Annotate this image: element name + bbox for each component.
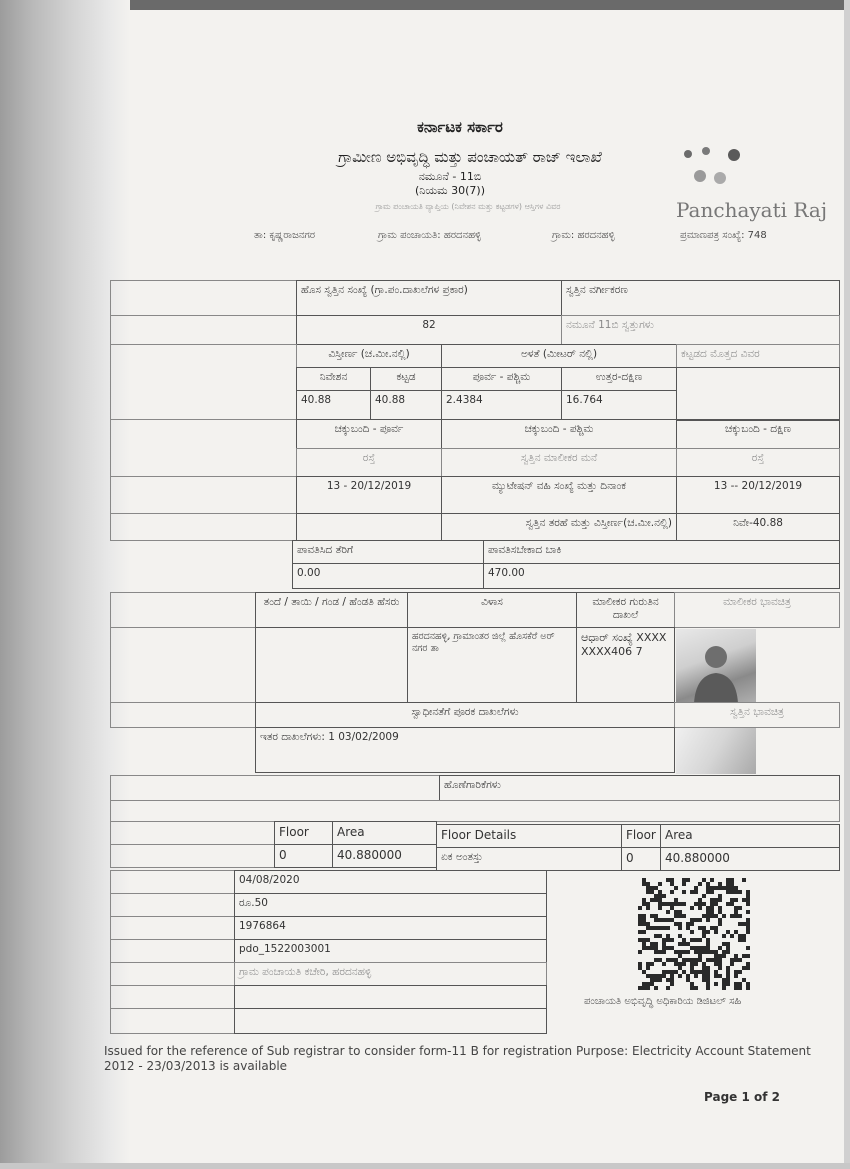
north-south-header: ಉತ್ತರ-ದಕ್ಷಿಣ xyxy=(561,367,677,391)
scan-right-edge xyxy=(844,0,850,1169)
issue-label-4 xyxy=(110,939,235,963)
qr-code xyxy=(638,878,750,990)
mutation-left-value: 13 - 20/12/2019 xyxy=(296,476,442,514)
boundary-east-label: ಚಕ್ಕುಬಂದಿ - ಪೂರ್ವ xyxy=(296,419,442,449)
area-column-header-2: Area xyxy=(660,824,840,848)
owner-name-header xyxy=(110,592,256,628)
owner-photo xyxy=(676,629,756,703)
row-label-6 xyxy=(110,513,297,541)
type-area-value: ನಿವೇ-40.88 xyxy=(676,513,840,541)
panchayat-raj-logo-text: Panchayati Raj xyxy=(676,198,828,222)
site-value: 40.88 xyxy=(296,390,371,420)
east-west-value: 2.4384 xyxy=(441,390,562,420)
building-header: ಕಟ್ಟಡದ ಮೊತ್ತದ ವಿವರ xyxy=(676,344,840,368)
owner-name-value xyxy=(110,627,256,703)
person-silhouette-icon xyxy=(676,629,756,703)
certificate-number: ಪ್ರಮಾಣಪತ್ರ ಸಂಖ್ಯೆ: 748 xyxy=(680,230,767,241)
property-photo-header: ಸ್ವತ್ತಿನ ಭಾವಚಿತ್ರ xyxy=(674,702,840,728)
row-label-4 xyxy=(110,419,297,477)
built-header: ಕಟ್ಟಡ xyxy=(370,367,442,391)
type-area-spacer xyxy=(296,513,442,541)
issue-blank-7 xyxy=(234,1008,547,1034)
documents-row-label xyxy=(110,702,256,728)
issue-date: 04/08/2020 xyxy=(234,870,547,894)
floor-value-2: 0 xyxy=(621,847,661,871)
footer-note-line-1: Issued for the reference of Sub registrar to consider form-11 B for registration Purpose: Electricity Account Statement xyxy=(104,1044,811,1058)
tax-paid-label: ಪಾವತಿಸಿದ ತೆರಿಗೆ xyxy=(292,540,484,564)
east-west-header: ಪೂರ್ವ - ಪಶ್ಚಿಮ xyxy=(441,367,562,391)
documents-header: ಸ್ವಾಧೀನತೆಗೆ ಪೂರಕ ದಾಖಲೆಗಳು xyxy=(255,702,675,728)
area-value: 40.880000 xyxy=(332,844,437,868)
village-info: ಗ್ರಾಮ: ಹರದನಹಳ್ಳಿ xyxy=(552,230,615,241)
receipt-number: 1976864 xyxy=(234,916,547,940)
row-label-3 xyxy=(110,344,297,420)
floor-details-value: ಏಕ ಅಂತಸ್ತು xyxy=(436,847,622,871)
boundary-west-value: ಸ್ವತ್ತಿನ ಮಾಲೀಕರ ಮನೆ xyxy=(441,448,677,477)
issue-label-2 xyxy=(110,893,235,917)
tax-due-label: ಪಾವತಿಸಬೇಕಾದ ಬಾಕಿ xyxy=(483,540,840,564)
property-number-value: 82 xyxy=(296,315,562,345)
footer-note-line-2: 2012 - 23/03/2013 is available xyxy=(104,1059,288,1073)
floor-value: 0 xyxy=(274,844,333,868)
relation-value xyxy=(255,627,408,703)
property-photo xyxy=(676,728,756,774)
boundary-east-value: ರಸ್ತೆ xyxy=(296,448,442,477)
floor-type-header xyxy=(110,821,275,845)
mutation-right-value: 13 -- 20/12/2019 xyxy=(676,476,840,514)
relation-header: ತಂದೆ / ತಾಯಿ / ಗಂಡ / ಹೆಂಡತಿ ಹೆಸರು xyxy=(255,592,408,628)
owner-id-header: ಮಾಲೀಕರ ಗುರುತಿನ ದಾಖಲೆ xyxy=(576,592,675,628)
boundary-west-label: ಚಕ್ಕುಬಂದಿ - ಪಶ್ಚಿಮ xyxy=(441,419,677,449)
page-number: Page 1 of 2 xyxy=(704,1090,780,1104)
mutation-label: ಮ್ಯುಟೇಷನ್ ವಹಿ ಸಂಖ್ಯೆ ಮತ್ತು ದಿನಾಂಕ xyxy=(441,476,677,514)
building-value xyxy=(676,367,840,421)
floor-type-value xyxy=(110,844,275,868)
row-label-1 xyxy=(110,280,297,316)
floor-column-header: Floor xyxy=(274,821,333,845)
address-header: ವಿಳಾಸ xyxy=(407,592,577,628)
gram-panchayat-info: ಗ್ರಾಮ ಪಂಚಾಯತಿ: ಹರದನಹಳ್ಳಿ xyxy=(378,230,482,241)
pdo-signature-label: ಪಂಚಾಯತಿ ಅಭಿವೃದ್ಧಿ ಅಧಿಕಾರಿಯ ಡಿಜಿಟಲ್ ಸಹಿ xyxy=(584,996,742,1007)
issue-label-1 xyxy=(110,870,235,894)
scan-bottom-edge xyxy=(0,1163,850,1169)
issue-fee: ರೂ.50 xyxy=(234,893,547,917)
government-title: ಕರ್ನಾಟಕ ಸರ್ಕಾರ xyxy=(417,118,503,136)
property-form-value: ನಮೂನೆ 11ಬಿ ಸ್ವತ್ತುಗಳು xyxy=(561,315,840,345)
taluk-info: ತಾ: ಕೃಷ್ಣರಾಜನಗರ xyxy=(254,230,316,241)
boundary-south-label: ಚಕ್ಕುಬಂದಿ - ದಕ್ಷಿಣ xyxy=(676,419,840,449)
issue-label-7 xyxy=(110,1008,235,1034)
owner-id-value: ಆಧಾರ್ ಸಂಖ್ಯೆ XXXXXXXX406 7 xyxy=(576,627,675,703)
property-classification-label: ಸ್ವತ್ತಿನ ವರ್ಗೀಕರಣ xyxy=(561,280,840,316)
area-value-2: 40.880000 xyxy=(660,847,840,871)
documents-value: ಇತರ ದಾಖಲೆಗಳು: 1 03/02/2009 xyxy=(255,727,675,773)
row-label-2 xyxy=(110,315,297,345)
department-title: ಗ್ರಾಮೀಣ ಅಭಿವೃದ್ಧಿ ಮತ್ತು ಪಂಚಾಯತ್ ರಾಜ್ ಇಲಾಖೆ xyxy=(338,148,602,166)
form-number: ನಮೂನೆ - 11ಬಿ xyxy=(418,170,482,183)
floors-subheader xyxy=(110,800,840,822)
floors-left-header xyxy=(110,775,440,801)
area-column-header: Area xyxy=(332,821,437,845)
issue-label-6 xyxy=(110,985,235,1009)
boundary-south-value: ರಸ್ತೆ xyxy=(676,448,840,477)
liabilities-header: ಹೊಣೆಗಾರಿಕೆಗಳು xyxy=(439,775,840,801)
rule-number: (ನಿಯಮ 30(7)) xyxy=(414,184,486,197)
measure-header: ಅಳತೆ (ಮೀಟರ್ ನಲ್ಲಿ) xyxy=(441,344,677,368)
issue-blank-6 xyxy=(234,985,547,1009)
site-header: ನಿವೇಶನ xyxy=(296,367,371,391)
issuer-office: ಗ್ರಾಮ ಪಂಚಾಯತಿ ಕಚೇರಿ, ಹರದನಹಳ್ಳಿ xyxy=(234,962,547,986)
owner-photo-header: ಮಾಲೀಕರ ಭಾವಚಿತ್ರ xyxy=(674,592,840,628)
floor-column-header-2: Floor xyxy=(621,824,661,848)
north-south-value: 16.764 xyxy=(561,390,677,420)
tax-due-value: 470.00 xyxy=(483,563,840,589)
transaction-id: pdo_1522003001 xyxy=(234,939,547,963)
tax-paid-value: 0.00 xyxy=(292,563,484,589)
issue-label-5 xyxy=(110,962,235,986)
property-number-label: ಹೊಸ ಸ್ವತ್ತಿನ ಸಂಖ್ಯೆ (ಗ್ರಾ.ಪಂ.ದಾಖಲೆಗಳ ಪ್ರಕಾರ) xyxy=(296,280,562,316)
form-subtitle: ಗ್ರಾಮ ಪಂಚಾಯತಿ ವ್ಯಾಪ್ತಿಯ (ನಿವೇಶನ ಮತ್ತು ಕಟ್ಟಡಗಳ) ಆಸ್ತಿಗಳ ವಿವರ xyxy=(375,202,561,211)
issue-label-3 xyxy=(110,916,235,940)
floor-details-column-header: Floor Details xyxy=(436,824,622,848)
area-header: ವಿಸ್ತೀರ್ಣ (ಚ.ಮೀ.ನಲ್ಲಿ) xyxy=(296,344,442,368)
address-value: ಹರದನಹಳ್ಳಿ, ಗ್ರಾಮಾಂತರ ಜಿಲ್ಲೆ ಹೊಸಕೆರೆ ಅರ್ ನಗರ ತಾ xyxy=(407,627,577,703)
type-area-label: ಸ್ವತ್ತಿನ ತರಹೆ ಮತ್ತು ವಿಸ್ತೀರ್ಣ(ಚ.ಮೀ.ನಲ್ಲಿ) xyxy=(441,513,677,541)
panchayat-emblem-icon xyxy=(676,146,748,190)
built-value: 40.88 xyxy=(370,390,442,420)
row-label-5 xyxy=(110,476,297,514)
